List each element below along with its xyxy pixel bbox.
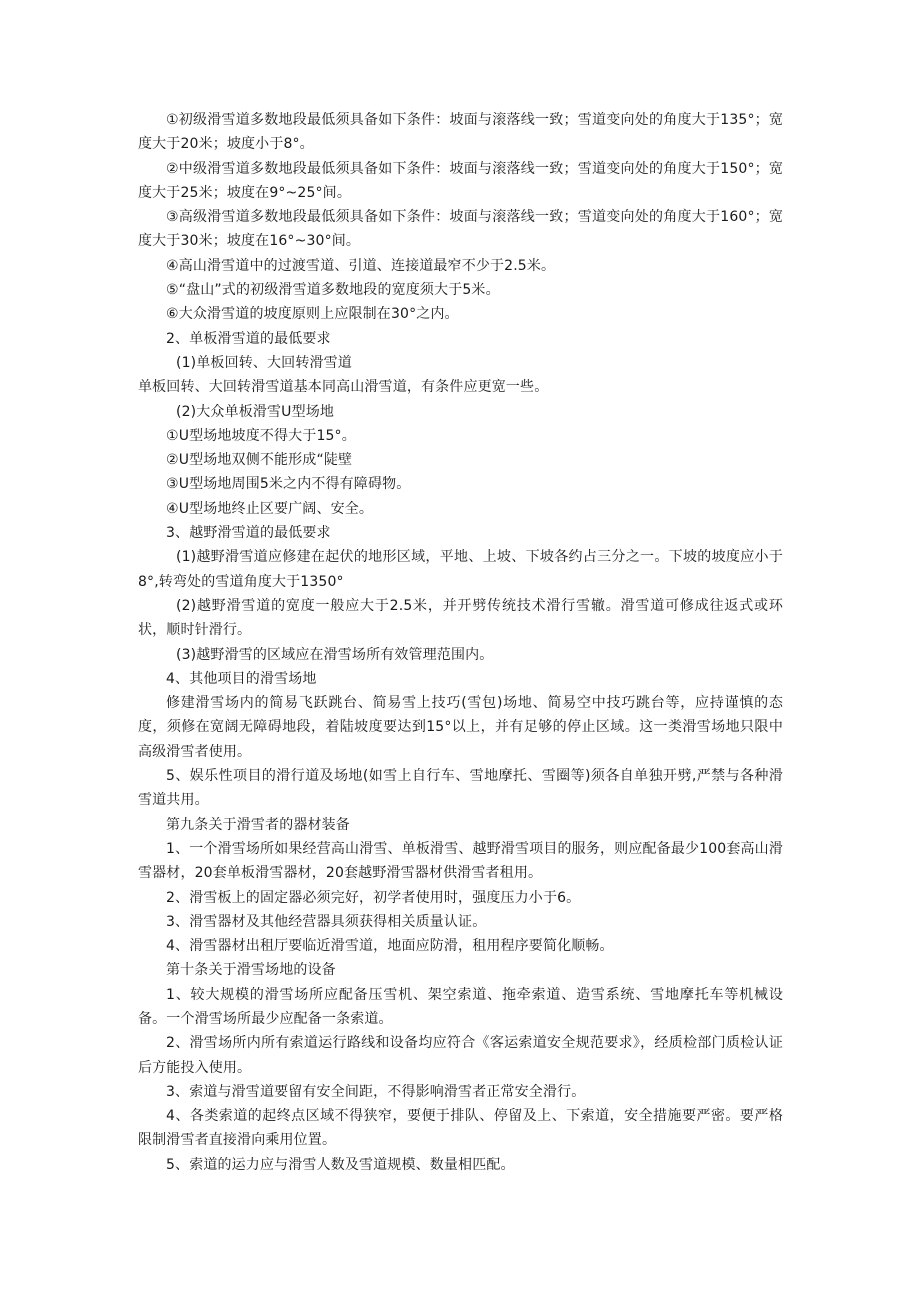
section-heading: 4、其他项目的滑雪场地 bbox=[166, 670, 317, 687]
paragraph: 3、滑雪器材及其他经营器具须获得相关质量认证。 bbox=[166, 913, 487, 930]
list-item: ③U型场地周围5米之内不得有障碍物。 bbox=[166, 476, 411, 493]
paragraph: ④高山滑雪道中的过渡雪道、引道、连接道最窄不少于2.5米。 bbox=[166, 257, 556, 274]
paragraph: 4、各类索道的起终点区域不得狭窄，要便于排队、停留及上、下索道，安全措施要严密。要严格限制滑雪者直接滑向乘用位置。 bbox=[138, 1108, 783, 1149]
paragraph: ⑥大众滑雪道的坡度原则上应限制在30°之内。 bbox=[166, 306, 459, 323]
paragraph: ⑤“盘山”式的初级滑雪道多数地段的宽度须大于5米。 bbox=[166, 282, 500, 299]
list-item: ②U型场地双侧不能形成“陡壁 bbox=[166, 452, 353, 469]
list-item: ①U型场地坡度不得大于15°。 bbox=[166, 427, 356, 444]
article-heading: 第十条关于滑雪场地的设备 bbox=[166, 962, 336, 979]
paragraph: 2、滑雪板上的固定器必须完好，初学者使用时，强度压力小于6。 bbox=[166, 889, 581, 906]
paragraph: 1、一个滑雪场所如果经营高山滑雪、单板滑雪、越野滑雪项目的服务，则应配备最少100套高山滑雪器材，20套单板滑雪器材，20套越野滑雪器材供滑雪者租用。 bbox=[138, 840, 783, 882]
paragraph: (2)越野滑雪道的宽度一般应大于2.5米，并开劈传统技术滑行雪辙。滑雪道可修成往返式或环状，顺时针滑行。 bbox=[138, 597, 783, 639]
paragraph: ②中级滑雪道多数地段最低须具备如下条件：坡面与滚落线一致；雪道变向处的角度大于150°；宽度大于25米；坡度在9°~25°间。 bbox=[138, 160, 783, 201]
list-item: ④U型场地终止区要广阔、安全。 bbox=[166, 500, 374, 517]
section-heading: 2、单板滑雪道的最低要求 bbox=[166, 330, 331, 347]
paragraph: 4、滑雪器材出租厅要临近滑雪道，地面应防滑，租用程序要简化顺畅。 bbox=[166, 938, 614, 955]
paragraph: ①初级滑雪道多数地段最低须具备如下条件：坡面与滚落线一致；雪道变向处的角度大于135°；宽度大于20米；坡度小于8°。 bbox=[138, 112, 783, 153]
sub-heading: (2)大众单板滑雪U型场地 bbox=[176, 403, 335, 420]
document-body bbox=[138, 108, 783, 1177]
paragraph: 3、索道与滑雪道要留有安全间距，不得影响滑雪者正常安全滑行。 bbox=[166, 1083, 586, 1100]
paragraph: ③高级滑雪道多数地段最低须具备如下条件：坡面与滚落线一致；雪道变向处的角度大于160°；宽度大于30米；坡度在16°~30°间。 bbox=[138, 209, 783, 250]
paragraph: 5、娱乐性项目的滑行道及场地(如雪上自行车、雪地摩托、雪圈等)须各自单独开劈,严禁与各种滑雪道共用。 bbox=[138, 768, 783, 809]
article-heading: 第九条关于滑雪者的器材装备 bbox=[166, 816, 350, 833]
section-heading: 3、越野滑雪道的最低要求 bbox=[166, 525, 331, 542]
paragraph: (1)越野滑雪道应修建在起伏的地形区域，平地、上坡、下坡各约占三分之一。下坡的坡度应小于8°,转弯处的雪道角度大于1350° bbox=[138, 549, 783, 590]
paragraph: (3)越野滑雪的区域应在滑雪场所有效管理范围内。 bbox=[176, 646, 494, 663]
paragraph: 单板回转、大回转滑雪道基本同高山滑雪道，有条件应更宽一些。 bbox=[138, 379, 549, 396]
paragraph: 修建滑雪场内的简易飞跃跳台、简易雪上技巧(雪包)场地、简易空中技巧跳台等，应持谨慎的态度，须修在宽阔无障碍地段，着陆坡度要达到15°以上，并有足够的停止区域。这一类滑雪场地只限中高级滑雪者使用。 bbox=[138, 695, 783, 760]
paragraph: 1、较大规模的滑雪场所应配备压雪机、架空索道、拖牵索道、造雪系统、雪地摩托车等机械设备。一个滑雪场所最少应配备一条索道。 bbox=[138, 986, 783, 1027]
paragraph: 5、索道的运力应与滑雪人数及雪道规模、数量相匹配。 bbox=[166, 1156, 515, 1173]
paragraph: 2、滑雪场所内所有索道运行路线和设备均应符合《客运索道安全规范要求》，经质检部门质检认证后方能投入使用。 bbox=[138, 1035, 783, 1076]
sub-heading: (1)单板回转、大回转滑雪道 bbox=[176, 354, 352, 371]
